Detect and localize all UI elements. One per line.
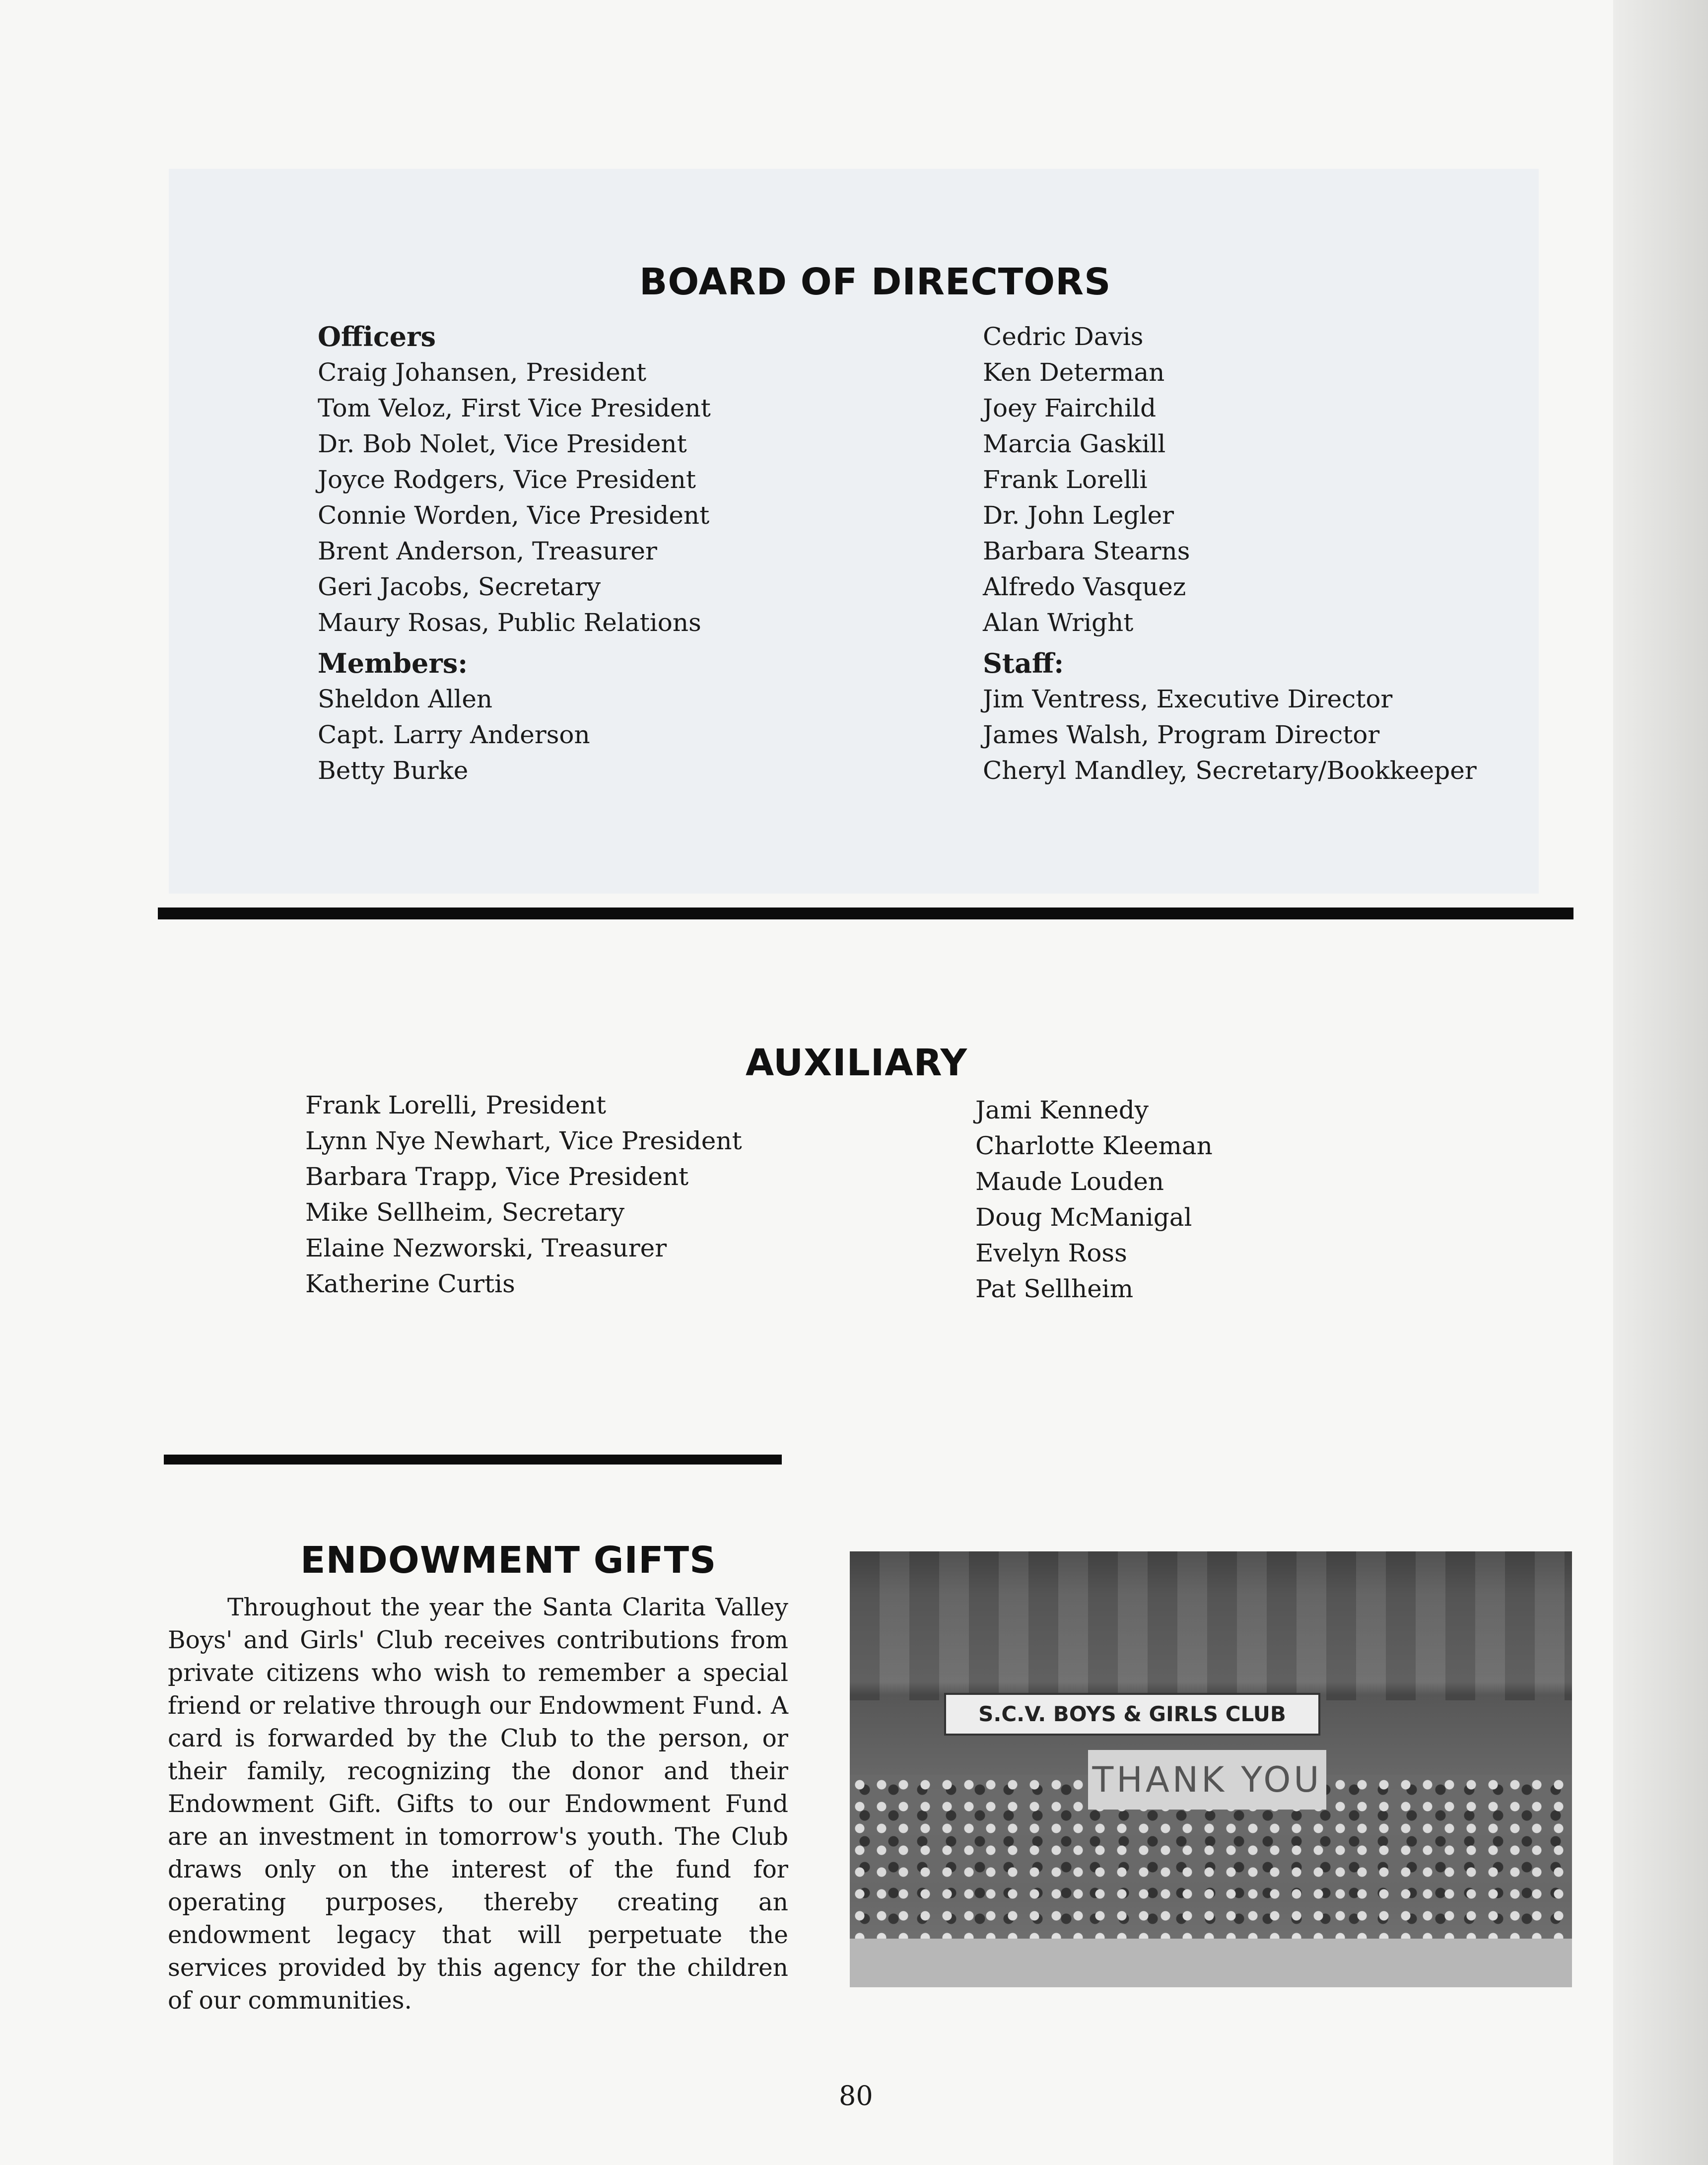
- member-item: Sheldon Allen: [318, 685, 493, 713]
- staff-item: Cheryl Mandley, Secretary/Bookkeeper: [983, 756, 1477, 785]
- section-divider-top: [158, 908, 1573, 919]
- auxiliary-item: Doug McManigal: [975, 1203, 1192, 1232]
- auxiliary-item: Pat Sellheim: [975, 1274, 1134, 1303]
- auxiliary-item: Elaine Nezworski, Treasurer: [305, 1234, 667, 1262]
- member-item: Dr. John Legler: [983, 501, 1174, 530]
- endowment-body: Throughout the year the Santa Clarita Valley Boys' and Girls' Club receives contributions from private citizens who wish to remember a special friend or relative through our Endowment Fund. A card is forwarded by the Club to the person, or their family, recognizing the donor and their Endowment Gift. Gifts to our Endowment Fund are an investment in tomorrow's youth. The Club draws only on the interest of the fund for operating purposes, thereby creating an endowment legacy that will perpetuate the services provided by this agency for the children of our communities.: [168, 1594, 788, 2015]
- auxiliary-item: Katherine Curtis: [305, 1269, 515, 1298]
- photo-ground: [850, 1939, 1572, 1987]
- auxiliary-title: AUXILIARY: [746, 1042, 968, 1084]
- officer-item: Brent Anderson, Treasurer: [318, 537, 657, 565]
- auxiliary-item: Maude Louden: [975, 1167, 1164, 1196]
- photo-club-sign: S.C.V. BOYS & GIRLS CLUB: [944, 1693, 1320, 1736]
- auxiliary-right-column: [975, 1092, 1213, 1307]
- officer-item: Tom Veloz, First Vice President: [318, 394, 711, 422]
- board-title: BOARD OF DIRECTORS: [639, 261, 1111, 303]
- board-officers-column: [318, 319, 711, 788]
- page-number: 80: [839, 2080, 873, 2111]
- club-group-photo: [850, 1551, 1572, 1987]
- staff-item: James Walsh, Program Director: [983, 720, 1380, 749]
- member-item: Cedric Davis: [983, 322, 1144, 351]
- auxiliary-item: Barbara Trapp, Vice President: [305, 1162, 689, 1191]
- member-item: Alfredo Vasquez: [983, 572, 1186, 601]
- member-item: Joey Fairchild: [983, 394, 1157, 422]
- page-edge-shadow: [1613, 0, 1708, 2165]
- photo-building: [850, 1551, 1572, 1700]
- auxiliary-left-column: [305, 1087, 742, 1302]
- officers-heading: Officers: [318, 321, 436, 352]
- officer-item: Craig Johansen, President: [318, 358, 647, 387]
- member-item: Alan Wright: [983, 608, 1134, 637]
- member-item: Betty Burke: [318, 756, 469, 785]
- member-item: Marcia Gaskill: [983, 429, 1166, 458]
- board-members-column: [983, 319, 1477, 788]
- officer-item: Maury Rosas, Public Relations: [318, 608, 701, 637]
- photo-thank-you-banner: THANK YOU: [1088, 1750, 1326, 1810]
- member-item: Barbara Stearns: [983, 537, 1190, 565]
- auxiliary-item: Frank Lorelli, President: [305, 1091, 607, 1119]
- member-item: Ken Determan: [983, 358, 1165, 387]
- auxiliary-item: Evelyn Ross: [975, 1239, 1127, 1267]
- auxiliary-item: Jami Kennedy: [975, 1096, 1149, 1124]
- auxiliary-item: Mike Sellheim, Secretary: [305, 1198, 625, 1227]
- officer-item: Connie Worden, Vice President: [318, 501, 710, 530]
- member-item: Frank Lorelli: [983, 465, 1148, 494]
- section-divider-bottom: [164, 1455, 782, 1465]
- auxiliary-item: Charlotte Kleeman: [975, 1131, 1213, 1160]
- officer-item: Dr. Bob Nolet, Vice President: [318, 429, 687, 458]
- auxiliary-item: Lynn Nye Newhart, Vice President: [305, 1126, 742, 1155]
- members-heading: Members:: [318, 647, 468, 679]
- member-item: Capt. Larry Anderson: [318, 720, 590, 749]
- officer-item: Joyce Rodgers, Vice President: [318, 465, 696, 494]
- staff-item: Jim Ventress, Executive Director: [983, 685, 1393, 713]
- endowment-title: ENDOWMENT GIFTS: [300, 1539, 717, 1582]
- staff-heading: Staff:: [983, 647, 1064, 679]
- officer-item: Geri Jacobs, Secretary: [318, 572, 601, 601]
